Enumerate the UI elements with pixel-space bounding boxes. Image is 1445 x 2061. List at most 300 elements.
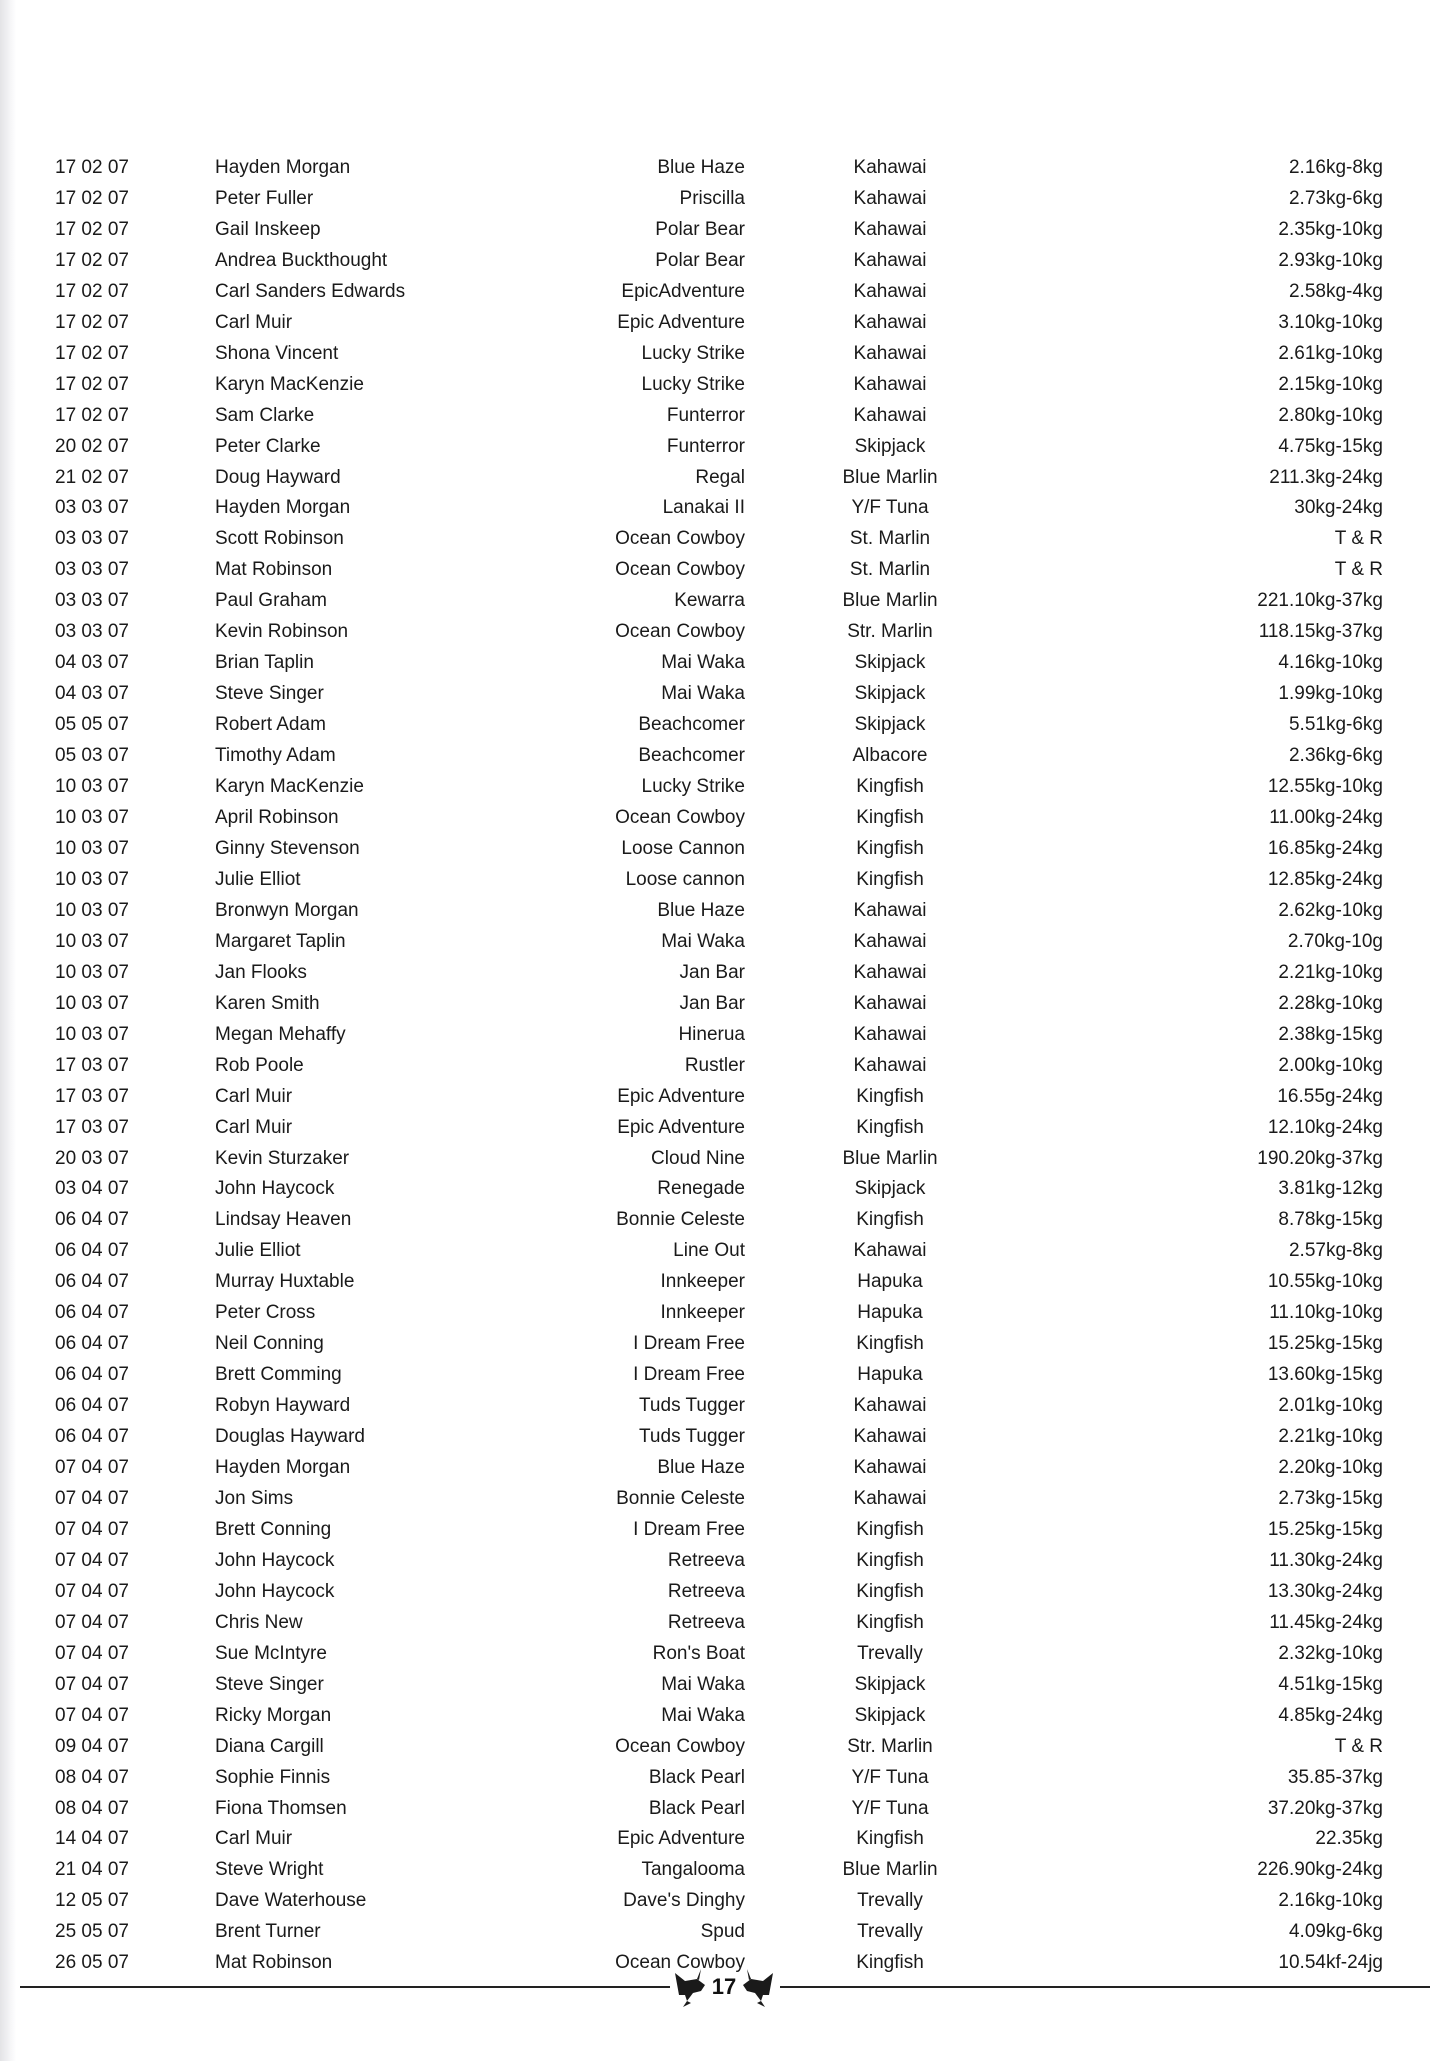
catch-row [55,1267,1395,1298]
catch-date: 04 03 07 [55,652,129,674]
catch-date: 17 02 07 [55,373,129,395]
boat-name: Line Out [673,1240,745,1262]
angler-name: Murray Huxtable [215,1271,355,1293]
catch-row [55,710,1395,741]
catch-records-body [55,153,1395,1979]
catch-date: 07 04 07 [55,1580,129,1602]
boat-name: Epic Adventure [617,311,745,333]
catch-date: 17 02 07 [55,404,129,426]
catch-date: 10 03 07 [55,899,129,921]
catch-row [55,1794,1395,1825]
angler-name: John Haycock [215,1178,335,1200]
weight-line: 1.99kg-10kg [1278,683,1383,705]
angler-name: Andrea Buckthought [215,249,388,271]
catch-row [55,958,1395,989]
boat-name: Ocean Cowboy [615,621,745,643]
weight-line: 4.16kg-10kg [1278,652,1383,674]
catch-date: 08 04 07 [55,1797,129,1819]
catch-date: 07 04 07 [55,1457,129,1479]
weight-line: 4.51kg-15kg [1278,1673,1383,1695]
species: Kingfish [856,837,924,859]
angler-name: Hayden Morgan [215,157,351,178]
catch-date: 26 05 07 [55,1952,129,1974]
species: Kingfish [856,1085,924,1107]
boat-name: Funterror [666,435,745,457]
catch-row [55,896,1395,927]
catch-date: 09 04 07 [55,1735,129,1757]
catch-row [55,1639,1395,1670]
species: Kingfish [856,1518,924,1540]
angler-name: Robert Adam [215,714,326,736]
catch-row [55,1329,1395,1360]
catch-row [55,1670,1395,1701]
weight-line: 35.85-37kg [1287,1766,1383,1788]
angler-name: John Haycock [215,1580,335,1602]
catch-date: 03 03 07 [55,559,129,581]
species: Kahawai [853,187,927,209]
angler-name: Margaret Taplin [215,930,346,952]
catch-date: 03 03 07 [55,590,129,612]
species: Kahawai [853,342,927,364]
boat-name: Mai Waka [661,683,745,705]
catch-date: 06 04 07 [55,1302,129,1324]
angler-name: Carl Muir [215,1828,293,1850]
boat-name: Blue Haze [657,899,745,921]
angler-name: Rob Poole [215,1054,304,1076]
weight-line: 22.35kg [1315,1828,1383,1850]
angler-name: Karyn MacKenzie [215,776,364,798]
catch-row [55,1701,1395,1732]
angler-name: Chris New [215,1611,303,1633]
species: Kingfish [856,1952,924,1974]
weight-line: 2.57kg-8kg [1288,1240,1383,1262]
catch-date: 10 03 07 [55,776,129,798]
weight-line: 16.55g-24kg [1277,1085,1383,1107]
catch-row [55,1020,1395,1051]
weight-line: 2.36kg-6kg [1288,745,1383,767]
catch-row [55,586,1395,617]
boat-name: Lucky Strike [641,342,745,364]
species: Kingfish [856,868,924,890]
species: Hapuka [857,1302,923,1324]
angler-name: Carl Muir [215,1116,293,1138]
angler-name: Mat Robinson [215,1952,333,1974]
species: Hapuka [857,1271,923,1293]
catch-date: 10 03 07 [55,807,129,829]
catch-row [55,803,1395,834]
boat-name: Renegade [657,1178,745,1200]
catch-date: 17 02 07 [55,342,129,364]
boat-name: Rustler [684,1054,745,1076]
boat-name: Black Pearl [648,1797,745,1819]
catch-date: 06 04 07 [55,1209,129,1231]
species: Y/F Tuna [851,1797,929,1819]
boat-name: Spud [700,1921,745,1943]
weight-line: 16.85kg-24kg [1267,837,1383,859]
catch-row [55,1824,1395,1855]
species: Kahawai [853,1426,927,1448]
boat-name: Kewarra [674,590,745,612]
catch-row [55,1577,1395,1608]
angler-name: Dave Waterhouse [215,1890,367,1912]
species: Kingfish [856,1116,924,1138]
angler-name: Gail Inskeep [215,218,321,240]
species: Skipjack [854,1178,926,1200]
boat-name: Loose cannon [625,868,745,890]
species: Trevally [857,1921,923,1943]
catch-row [55,1391,1395,1422]
boat-name: Ocean Cowboy [615,807,745,829]
species: Blue Marlin [842,590,938,612]
species: Kahawai [853,311,927,333]
angler-name: Fiona Thomsen [215,1797,347,1819]
boat-name: Blue Haze [657,157,745,178]
catch-date: 10 03 07 [55,868,129,890]
angler-name: Diana Cargill [215,1735,324,1757]
species: Blue Marlin [842,466,938,488]
boat-name: Epic Adventure [617,1116,745,1138]
species: Kahawai [853,1395,927,1417]
catch-date: 25 05 07 [55,1921,129,1943]
species: Kingfish [856,1549,924,1571]
angler-name: Scott Robinson [215,528,344,550]
angler-name: Brian Taplin [215,652,314,674]
catch-row [55,339,1395,370]
angler-name: John Haycock [215,1549,335,1571]
catch-row [55,1236,1395,1267]
weight-line: 2.73kg-6kg [1288,187,1383,209]
angler-name: Hayden Morgan [215,1457,351,1479]
species: Skipjack [854,652,926,674]
boat-name: Jan Bar [679,961,745,983]
weight-line: 8.78kg-15kg [1278,1209,1383,1231]
angler-name: Doug Hayward [215,466,341,488]
catch-date: 06 04 07 [55,1395,129,1417]
weight-line: T & R [1334,528,1383,550]
page-number: 17 [711,1974,737,1999]
weight-line: 2.15kg-10kg [1278,373,1383,395]
weight-line: 15.25kg-15kg [1267,1333,1383,1355]
catch-date: 21 02 07 [55,466,129,488]
boat-name: Ocean Cowboy [615,1952,745,1974]
species: Kahawai [853,1240,927,1262]
weight-line: 2.16kg-10kg [1278,1890,1383,1912]
species: Kahawai [853,1487,927,1509]
catch-row [55,1205,1395,1236]
catch-row [55,1608,1395,1639]
angler-name: Peter Fuller [215,187,314,209]
catch-row [55,153,1395,184]
boat-name: Regal [695,466,745,488]
boat-name: I Dream Free [633,1333,745,1355]
boat-name: Mai Waka [661,930,745,952]
boat-name: Ocean Cowboy [615,528,745,550]
boat-name: Innkeeper [660,1271,745,1293]
weight-line: 2.62kg-10kg [1278,899,1383,921]
species: Kahawai [853,930,927,952]
catch-records-table [55,153,1395,1979]
species: Kingfish [856,1333,924,1355]
catch-row [55,401,1395,432]
angler-name: Neil Conning [215,1333,324,1355]
catch-date: 21 04 07 [55,1859,129,1881]
angler-name: Julie Elliot [215,868,301,890]
species: Kahawai [853,992,927,1014]
catch-row [55,772,1395,803]
weight-line: 2.21kg-10kg [1278,1426,1383,1448]
weight-line: 211.3kg-24kg [1269,466,1383,488]
boat-name: Lanakai II [662,497,745,519]
catch-row [55,989,1395,1020]
boat-name: Polar Bear [655,249,745,271]
angler-name: Bronwyn Morgan [215,899,359,921]
angler-name: Brent Turner [215,1921,321,1943]
catch-date: 03 04 07 [55,1178,129,1200]
angler-name: Timothy Adam [215,745,336,767]
weight-line: 3.81kg-12kg [1278,1178,1383,1200]
weight-line: 2.73kg-15kg [1278,1487,1383,1509]
species: Kingfish [856,1209,924,1231]
boat-name: Black Pearl [648,1766,745,1788]
catch-date: 20 02 07 [55,435,129,457]
catch-row [55,679,1395,710]
weight-line: 118.15kg-37kg [1258,621,1383,643]
weight-line: 2.20kg-10kg [1278,1457,1383,1479]
catch-row [55,1546,1395,1577]
boat-name: Beachcomer [638,745,745,767]
catch-row [55,1360,1395,1391]
angler-name: Steve Singer [215,1673,324,1695]
angler-name: Carl Muir [215,1085,293,1107]
species: Kingfish [856,807,924,829]
boat-name: Beachcomer [638,714,745,736]
species: Str. Marlin [847,621,933,643]
species: Kahawai [853,961,927,983]
weight-line: 2.38kg-15kg [1278,1023,1383,1045]
catch-row [55,1051,1395,1082]
catch-row [55,1144,1395,1175]
boat-name: Blue Haze [657,1457,745,1479]
weight-line: 2.80kg-10kg [1278,404,1383,426]
weight-line: 2.70kg-10g [1287,930,1383,952]
weight-line: 11.45kg-24kg [1269,1611,1383,1633]
weight-line: 30kg-24kg [1294,497,1383,519]
catch-date: 17 03 07 [55,1054,129,1076]
catch-row [55,370,1395,401]
boat-name: Tuds Tugger [639,1395,745,1417]
weight-line: 10.54kf-24jg [1278,1952,1383,1974]
weight-line: 2.21kg-10kg [1278,961,1383,983]
catch-date: 05 03 07 [55,745,129,767]
catch-date: 07 04 07 [55,1549,129,1571]
catch-date: 17 02 07 [55,311,129,333]
species: Kahawai [853,404,927,426]
catch-date: 03 03 07 [55,528,129,550]
weight-line: 12.55kg-10kg [1267,776,1383,798]
weight-line: 12.10kg-24kg [1267,1116,1383,1138]
catch-date: 10 03 07 [55,930,129,952]
catch-row [55,927,1395,958]
weight-line: 2.61kg-10kg [1278,342,1383,364]
catch-date: 10 03 07 [55,992,129,1014]
catch-date: 17 02 07 [55,187,129,209]
angler-name: Karyn MacKenzie [215,373,364,395]
boat-name: Lucky Strike [641,373,745,395]
weight-line: 2.28kg-10kg [1278,992,1383,1014]
boat-name: Tangalooma [641,1859,745,1881]
weight-line: 2.32kg-10kg [1278,1642,1383,1664]
species: Kahawai [853,218,927,240]
angler-name: April Robinson [215,807,339,829]
species: Kahawai [853,280,927,302]
catch-row [55,1453,1395,1484]
weight-line: 4.75kg-15kg [1278,435,1383,457]
weight-line: 3.10kg-10kg [1278,311,1383,333]
boat-name: Epic Adventure [617,1828,745,1850]
catch-date: 07 04 07 [55,1673,129,1695]
catch-date: 17 02 07 [55,157,129,178]
weight-line: 15.25kg-15kg [1267,1518,1383,1540]
angler-name: Douglas Hayward [215,1426,365,1448]
angler-name: Hayden Morgan [215,497,351,519]
angler-name: Peter Clarke [215,435,321,457]
catch-row [55,865,1395,896]
catch-date: 06 04 07 [55,1271,129,1293]
species: St. Marlin [849,559,931,581]
catch-row [55,215,1395,246]
angler-name: Jan Flooks [215,961,307,983]
catch-row [55,1763,1395,1794]
catch-row [55,1082,1395,1113]
catch-date: 06 04 07 [55,1364,129,1386]
catch-row [55,184,1395,215]
species: Skipjack [854,1673,926,1695]
catch-date: 05 05 07 [55,714,129,736]
catch-date: 04 03 07 [55,683,129,705]
species: Trevally [857,1890,923,1912]
boat-name: Bonnie Celeste [616,1487,745,1509]
species: Kingfish [856,1828,924,1850]
weight-line: 2.01kg-10kg [1278,1395,1383,1417]
weight-line: 11.30kg-24kg [1269,1549,1383,1571]
species: Albacore [852,745,928,767]
angler-name: Kevin Sturzaker [215,1147,350,1169]
catch-date: 06 04 07 [55,1240,129,1262]
angler-name: Julie Elliot [215,1240,301,1262]
species: Kahawai [853,249,927,271]
species: Kingfish [856,1611,924,1633]
catch-row [55,1174,1395,1205]
species: Kingfish [856,776,924,798]
catch-row [55,648,1395,679]
boat-name: Mai Waka [661,1673,745,1695]
catch-row [55,277,1395,308]
weight-line: T & R [1334,559,1383,581]
boat-name: Polar Bear [655,218,745,240]
page-edge-shadow [0,0,16,2061]
species: Kahawai [853,1457,927,1479]
boat-name: Epic Adventure [617,1085,745,1107]
weight-line: 226.90kg-24kg [1257,1859,1383,1881]
species: Skipjack [854,435,926,457]
catch-date: 10 03 07 [55,1023,129,1045]
angler-name: Sophie Finnis [215,1766,331,1788]
angler-name: Brett Comming [215,1364,342,1386]
boat-name: Hinerua [678,1023,745,1045]
catch-date: 03 03 07 [55,497,129,519]
boat-name: Retreeva [667,1549,745,1571]
weight-line: 2.93kg-10kg [1278,249,1383,271]
footer-rule-right [780,1986,1430,1988]
species: Kahawai [853,1054,927,1076]
catch-date: 07 04 07 [55,1487,129,1509]
angler-name: Shona Vincent [215,342,339,364]
catch-row [55,834,1395,865]
boat-name: Bonnie Celeste [616,1209,745,1231]
weight-line: 12.85kg-24kg [1267,868,1383,890]
weight-line: 190.20kg-37kg [1257,1147,1383,1169]
weight-line: 2.00kg-10kg [1278,1054,1383,1076]
catch-row [55,1855,1395,1886]
boat-name: Innkeeper [660,1302,745,1324]
boat-name: I Dream Free [633,1364,745,1386]
boat-name: Funterror [666,404,745,426]
footer-rule-left [20,1986,670,1988]
angler-name: Carl Muir [215,311,293,333]
species: Skipjack [854,714,926,736]
catch-row [55,555,1395,586]
boat-name: Jan Bar [679,992,745,1014]
catch-row [55,1917,1395,1948]
catch-row [55,1484,1395,1515]
boat-name: Mai Waka [661,1704,745,1726]
weight-line: 37.20kg-37kg [1267,1797,1383,1819]
weight-line: 5.51kg-6kg [1288,714,1383,736]
species: Y/F Tuna [851,1766,929,1788]
angler-name: Megan Mehaffy [215,1023,346,1045]
catch-row [55,1422,1395,1453]
angler-name: Sam Clarke [215,404,315,426]
catch-date: 03 03 07 [55,621,129,643]
catch-date: 08 04 07 [55,1766,129,1788]
weight-line: 13.60kg-15kg [1267,1364,1383,1386]
catch-date: 17 03 07 [55,1116,129,1138]
weight-line: 2.16kg-8kg [1288,157,1383,178]
boat-name: Dave's Dinghy [623,1890,745,1912]
catch-date: 10 03 07 [55,961,129,983]
boat-name: Ocean Cowboy [615,559,745,581]
catch-row [55,617,1395,648]
weight-line: 221.10kg-37kg [1257,590,1383,612]
angler-name: Brett Conning [215,1518,332,1540]
boat-name: Lucky Strike [641,776,745,798]
weight-line: 4.09kg-6kg [1288,1921,1383,1943]
catch-date: 07 04 07 [55,1642,129,1664]
page-number-emblem [668,1960,780,2014]
boat-name: Loose Cannon [621,837,745,859]
marlin-icon [671,1965,709,2009]
catch-row [55,1886,1395,1917]
catch-row [55,463,1395,494]
angler-name: Peter Cross [215,1302,316,1324]
catch-row [55,1298,1395,1329]
species: Trevally [857,1642,923,1664]
weight-line: 2.58kg-4kg [1288,280,1383,302]
angler-name: Jon Sims [215,1487,294,1509]
catch-row [55,1113,1395,1144]
catch-row [55,741,1395,772]
angler-name: Karen Smith [215,992,320,1014]
